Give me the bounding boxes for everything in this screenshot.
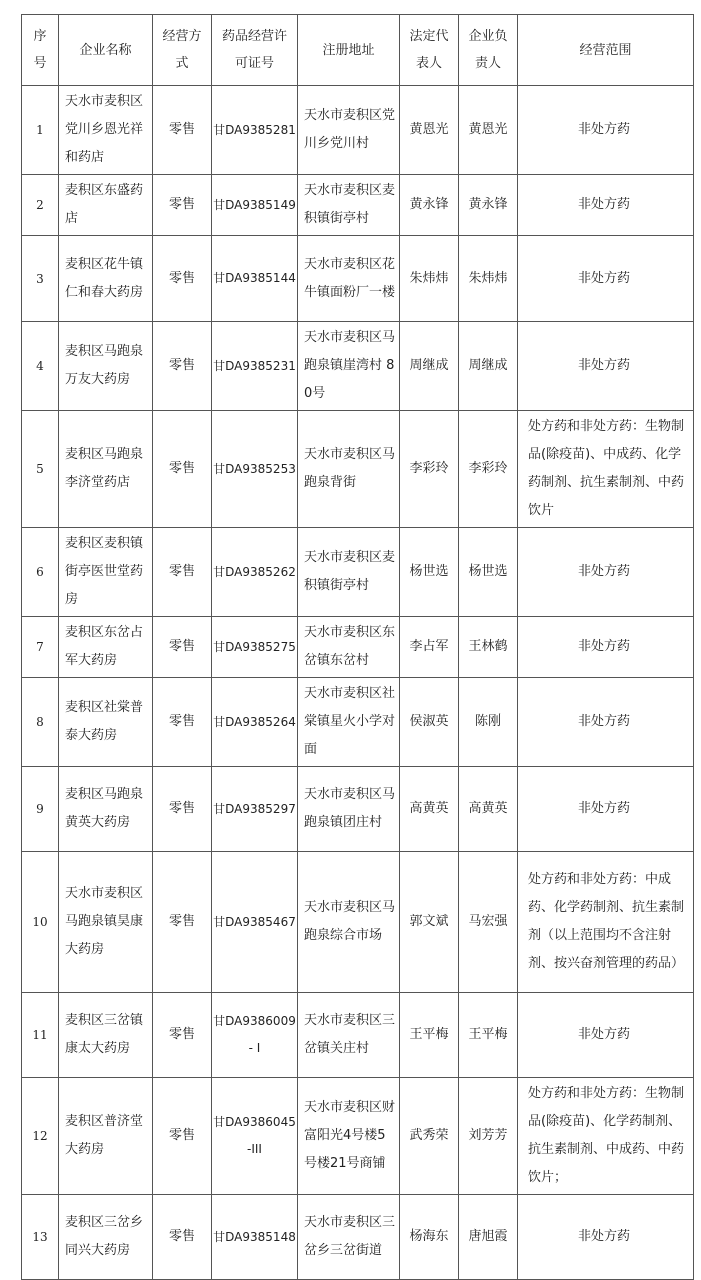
cell-license: 甘DA9386009- I: [212, 993, 298, 1078]
cell-license: 甘DA9385281: [212, 86, 298, 175]
cell-index: 10: [22, 852, 59, 993]
cell-index: 7: [22, 617, 59, 678]
header-address: 注册地址: [298, 15, 400, 86]
cell-legal-rep: 黄恩光: [400, 86, 459, 175]
header-manager: 企业负责人: [459, 15, 518, 86]
cell-index: 4: [22, 322, 59, 411]
cell-license: 甘DA9385148: [212, 1195, 298, 1280]
table-row: [22, 767, 694, 852]
table-body: [22, 86, 694, 1280]
cell-license: 甘DA9385467: [212, 852, 298, 993]
cell-index: 12: [22, 1078, 59, 1195]
cell-mode: 零售: [153, 236, 212, 322]
cell-address: 天水市麦积区党川乡党川村: [298, 86, 400, 175]
cell-scope: 非处方药: [518, 993, 694, 1078]
cell-name: 麦积区花牛镇仁和春大药房: [59, 236, 153, 322]
cell-index: 6: [22, 528, 59, 617]
cell-license: 甘DA9385262: [212, 528, 298, 617]
cell-mode: 零售: [153, 993, 212, 1078]
cell-index: 2: [22, 175, 59, 236]
table-row: [22, 617, 694, 678]
cell-manager: 周继成: [459, 322, 518, 411]
cell-legal-rep: 李占军: [400, 617, 459, 678]
cell-manager: 黄恩光: [459, 86, 518, 175]
cell-mode: 零售: [153, 767, 212, 852]
header-name: 企业名称: [59, 15, 153, 86]
cell-manager: 李彩玲: [459, 411, 518, 528]
cell-license: 甘DA9386045-III: [212, 1078, 298, 1195]
cell-index: 13: [22, 1195, 59, 1280]
cell-license: 甘DA9385264: [212, 678, 298, 767]
cell-license: 甘DA9385144: [212, 236, 298, 322]
cell-manager: 王平梅: [459, 993, 518, 1078]
cell-mode: 零售: [153, 617, 212, 678]
table-row: [22, 678, 694, 767]
cell-name: 麦积区马跑泉黄英大药房: [59, 767, 153, 852]
cell-scope: 处方药和非处方药：中成药、化学药制剂、抗生素制剂（以上范围均不含注射剂、按兴奋剂管理的药品）: [518, 852, 694, 993]
cell-legal-rep: 杨世选: [400, 528, 459, 617]
header-license: 药品经营许可证号: [212, 15, 298, 86]
cell-scope: 非处方药: [518, 678, 694, 767]
cell-mode: 零售: [153, 528, 212, 617]
cell-index: 9: [22, 767, 59, 852]
cell-mode: 零售: [153, 322, 212, 411]
cell-address: 天水市麦积区东岔镇东岔村: [298, 617, 400, 678]
cell-legal-rep: 黄永锋: [400, 175, 459, 236]
table-row: [22, 528, 694, 617]
cell-address: 天水市麦积区花牛镇面粉厂一楼: [298, 236, 400, 322]
table-row: [22, 322, 694, 411]
cell-address: 天水市麦积区马跑泉背街: [298, 411, 400, 528]
header-mode: 经营方式: [153, 15, 212, 86]
cell-address: 天水市麦积区麦积镇街亭村: [298, 528, 400, 617]
cell-scope: 处方药和非处方药：生物制品(除疫苗)、化学药制剂、抗生素制剂、中成药、中药饮片；: [518, 1078, 694, 1195]
cell-index: 8: [22, 678, 59, 767]
pharmacy-table: [21, 14, 694, 1280]
cell-legal-rep: 郭文斌: [400, 852, 459, 993]
cell-address: 天水市麦积区三岔乡三岔街道: [298, 1195, 400, 1280]
table-row: [22, 993, 694, 1078]
cell-address: 天水市麦积区麦积镇街亭村: [298, 175, 400, 236]
cell-name: 麦积区三岔镇康太大药房: [59, 993, 153, 1078]
cell-name: 麦积区东盛药店: [59, 175, 153, 236]
cell-index: 5: [22, 411, 59, 528]
cell-mode: 零售: [153, 1195, 212, 1280]
table-row: [22, 175, 694, 236]
cell-manager: 马宏强: [459, 852, 518, 993]
cell-legal-rep: 武秀荣: [400, 1078, 459, 1195]
cell-legal-rep: 李彩玲: [400, 411, 459, 528]
cell-name: 麦积区马跑泉万友大药房: [59, 322, 153, 411]
cell-index: 11: [22, 993, 59, 1078]
cell-scope: 非处方药: [518, 175, 694, 236]
cell-scope: 非处方药: [518, 86, 694, 175]
cell-legal-rep: 朱炜炜: [400, 236, 459, 322]
cell-manager: 朱炜炜: [459, 236, 518, 322]
cell-address: 天水市麦积区财富阳光4号楼5号楼21号商铺: [298, 1078, 400, 1195]
cell-mode: 零售: [153, 411, 212, 528]
header-legal-rep: 法定代表人: [400, 15, 459, 86]
cell-license: 甘DA9385149: [212, 175, 298, 236]
cell-license: 甘DA9385231: [212, 322, 298, 411]
cell-mode: 零售: [153, 86, 212, 175]
cell-name: 天水市麦积区党川乡恩光祥和药店: [59, 86, 153, 175]
cell-scope: 处方药和非处方药：生物制品(除疫苗)、中成药、化学药制剂、抗生素制剂、中药饮片: [518, 411, 694, 528]
cell-scope: 非处方药: [518, 617, 694, 678]
cell-legal-rep: 周继成: [400, 322, 459, 411]
table-row: [22, 1195, 694, 1280]
cell-manager: 高黄英: [459, 767, 518, 852]
cell-legal-rep: 杨海东: [400, 1195, 459, 1280]
cell-name: 麦积区马跑泉李济堂药店: [59, 411, 153, 528]
cell-manager: 刘芳芳: [459, 1078, 518, 1195]
cell-legal-rep: 王平梅: [400, 993, 459, 1078]
table-row: [22, 1078, 694, 1195]
cell-manager: 陈刚: [459, 678, 518, 767]
cell-scope: 非处方药: [518, 767, 694, 852]
cell-scope: 非处方药: [518, 236, 694, 322]
cell-license: 甘DA9385297: [212, 767, 298, 852]
cell-scope: 非处方药: [518, 1195, 694, 1280]
cell-index: 3: [22, 236, 59, 322]
cell-manager: 王林鹤: [459, 617, 518, 678]
cell-name: 麦积区社棠普泰大药房: [59, 678, 153, 767]
cell-address: 天水市麦积区马跑泉镇团庄村: [298, 767, 400, 852]
cell-address: 天水市麦积区马跑泉综合市场: [298, 852, 400, 993]
cell-mode: 零售: [153, 678, 212, 767]
cell-manager: 杨世选: [459, 528, 518, 617]
cell-scope: 非处方药: [518, 322, 694, 411]
header-scope: 经营范围: [518, 15, 694, 86]
cell-name: 麦积区麦积镇街亭医世堂药房: [59, 528, 153, 617]
cell-legal-rep: 高黄英: [400, 767, 459, 852]
cell-license: 甘DA9385275: [212, 617, 298, 678]
cell-mode: 零售: [153, 852, 212, 993]
header-row: [22, 15, 694, 86]
cell-mode: 零售: [153, 1078, 212, 1195]
cell-legal-rep: 侯淑英: [400, 678, 459, 767]
table-row: [22, 411, 694, 528]
cell-name: 麦积区东岔占军大药房: [59, 617, 153, 678]
cell-mode: 零售: [153, 175, 212, 236]
header-index: 序号: [22, 15, 59, 86]
table-row: [22, 236, 694, 322]
cell-name: 麦积区三岔乡同兴大药房: [59, 1195, 153, 1280]
table-row: [22, 852, 694, 993]
cell-name: 天水市麦积区马跑泉镇昊康大药房: [59, 852, 153, 993]
cell-address: 天水市麦积区社棠镇星火小学对面: [298, 678, 400, 767]
cell-address: 天水市麦积区马跑泉镇崖湾村 80号: [298, 322, 400, 411]
cell-index: 1: [22, 86, 59, 175]
cell-manager: 黄永锋: [459, 175, 518, 236]
table-row: [22, 86, 694, 175]
cell-scope: 非处方药: [518, 528, 694, 617]
cell-manager: 唐旭霞: [459, 1195, 518, 1280]
cell-license: 甘DA9385253: [212, 411, 298, 528]
cell-address: 天水市麦积区三岔镇关庄村: [298, 993, 400, 1078]
cell-name: 麦积区普济堂大药房: [59, 1078, 153, 1195]
